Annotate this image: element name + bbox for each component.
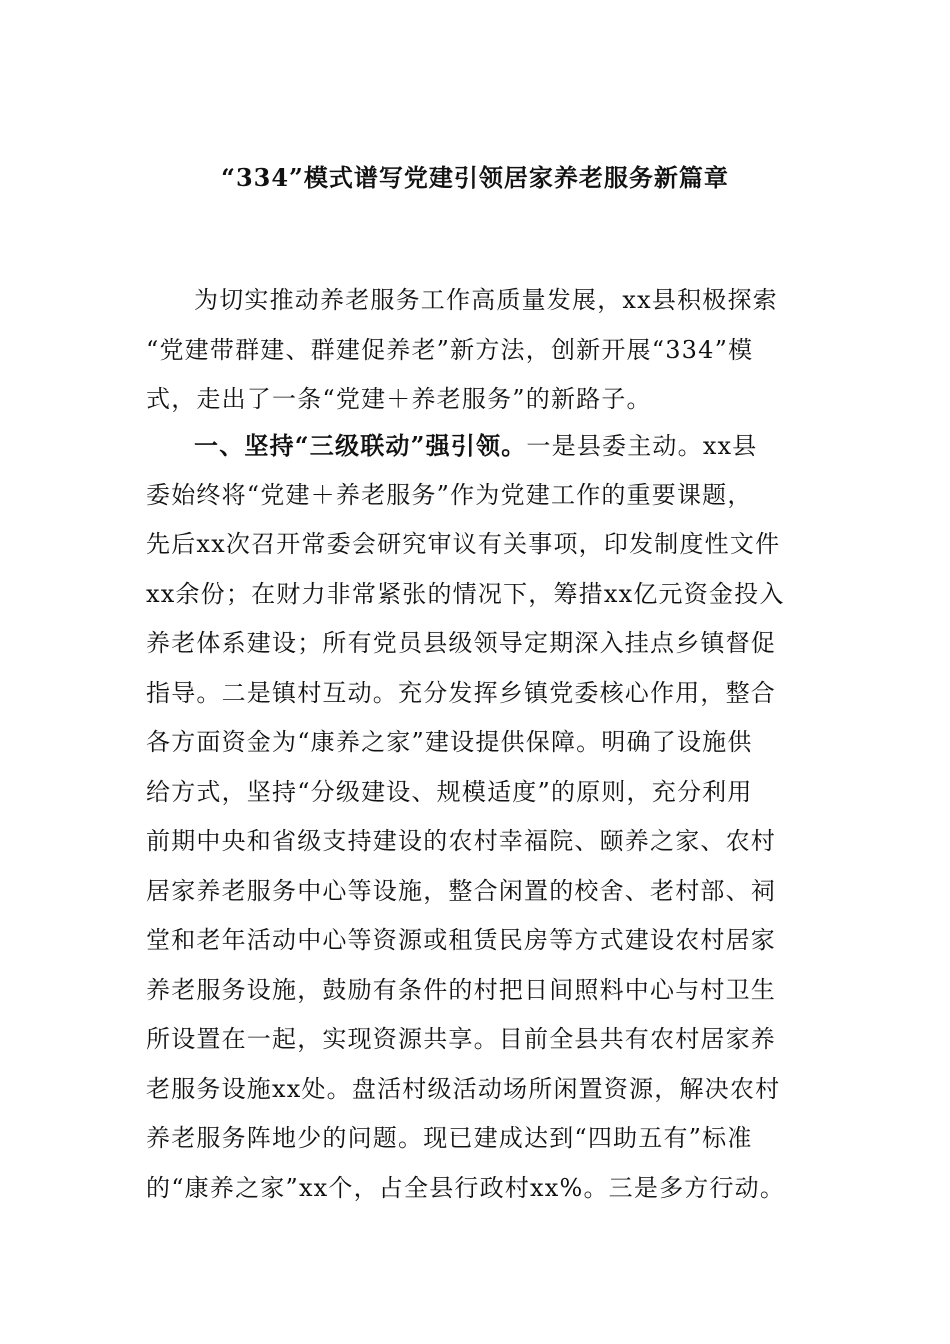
text-line: 堂和老年活动中心等资源或租赁民房等方式建设农村居家 — [146, 926, 776, 954]
section-heading: 一、坚持“三级联动”强引领。 — [194, 431, 527, 460]
text-line: 所设置在一起，实现资源共享。目前全县共有农村居家养 — [146, 1025, 776, 1053]
text-line: 养老服务设施，鼓励有条件的村把日间照料中心与村卫生 — [146, 975, 776, 1004]
text-line: xx余份；在财力非常紧张的情况下，筹措xx亿元资金投入 — [146, 579, 785, 608]
text-line: 给方式，坚持“分级建设、规模适度”的原则，充分利用 — [146, 777, 753, 806]
text-line: 各方面资金为“康养之家”建设提供保障。明确了设施供 — [146, 728, 753, 756]
text-line: “党建带群建、群建促养老”新方法，创新开展“334”模 — [146, 335, 754, 364]
text-line: 委始终将“党建＋养老服务”作为党建工作的重要课题， — [146, 480, 753, 509]
paragraph-intro — [146, 276, 826, 425]
text-fragment: 一是县委主动。xx县 — [526, 432, 758, 460]
text-line: 的“康养之家”xx个，占全县行政村xx%。三是多方行动。 — [146, 1173, 786, 1202]
text-line: 养老服务阵地少的问题。现已建成达到“四助五有”标准 — [146, 1124, 753, 1152]
text-line: 前期中央和省级支持建设的农村幸福院、颐养之家、农村 — [146, 827, 776, 855]
text-line: 先后xx次召开常委会研究审议有关事项，印发制度性文件 — [146, 530, 781, 558]
text-line: 指导。二是镇村互动。充分发挥乡镇党委核心作用，整合 — [146, 678, 776, 707]
paragraph-section-one — [146, 421, 826, 1213]
text-line-with-heading — [146, 421, 826, 471]
text-line: 居家养老服务中心等设施，整合闲置的校舍、老村部、祠 — [146, 876, 776, 905]
text-line: 为切实推动养老服务工作高质量发展，xx县积极探索 — [194, 286, 778, 314]
text-line: 老服务设施xx处。盘活村级活动场所闲置资源，解决农村 — [146, 1074, 781, 1103]
text-line: 式，走出了一条“党建＋养老服务”的新路子。 — [146, 385, 652, 413]
document-title: “334”模式谱写党建引领居家养老服务新篇章 — [221, 163, 729, 192]
text-line: 养老体系建设；所有党员县级领导定期深入挂点乡镇督促 — [146, 629, 776, 657]
